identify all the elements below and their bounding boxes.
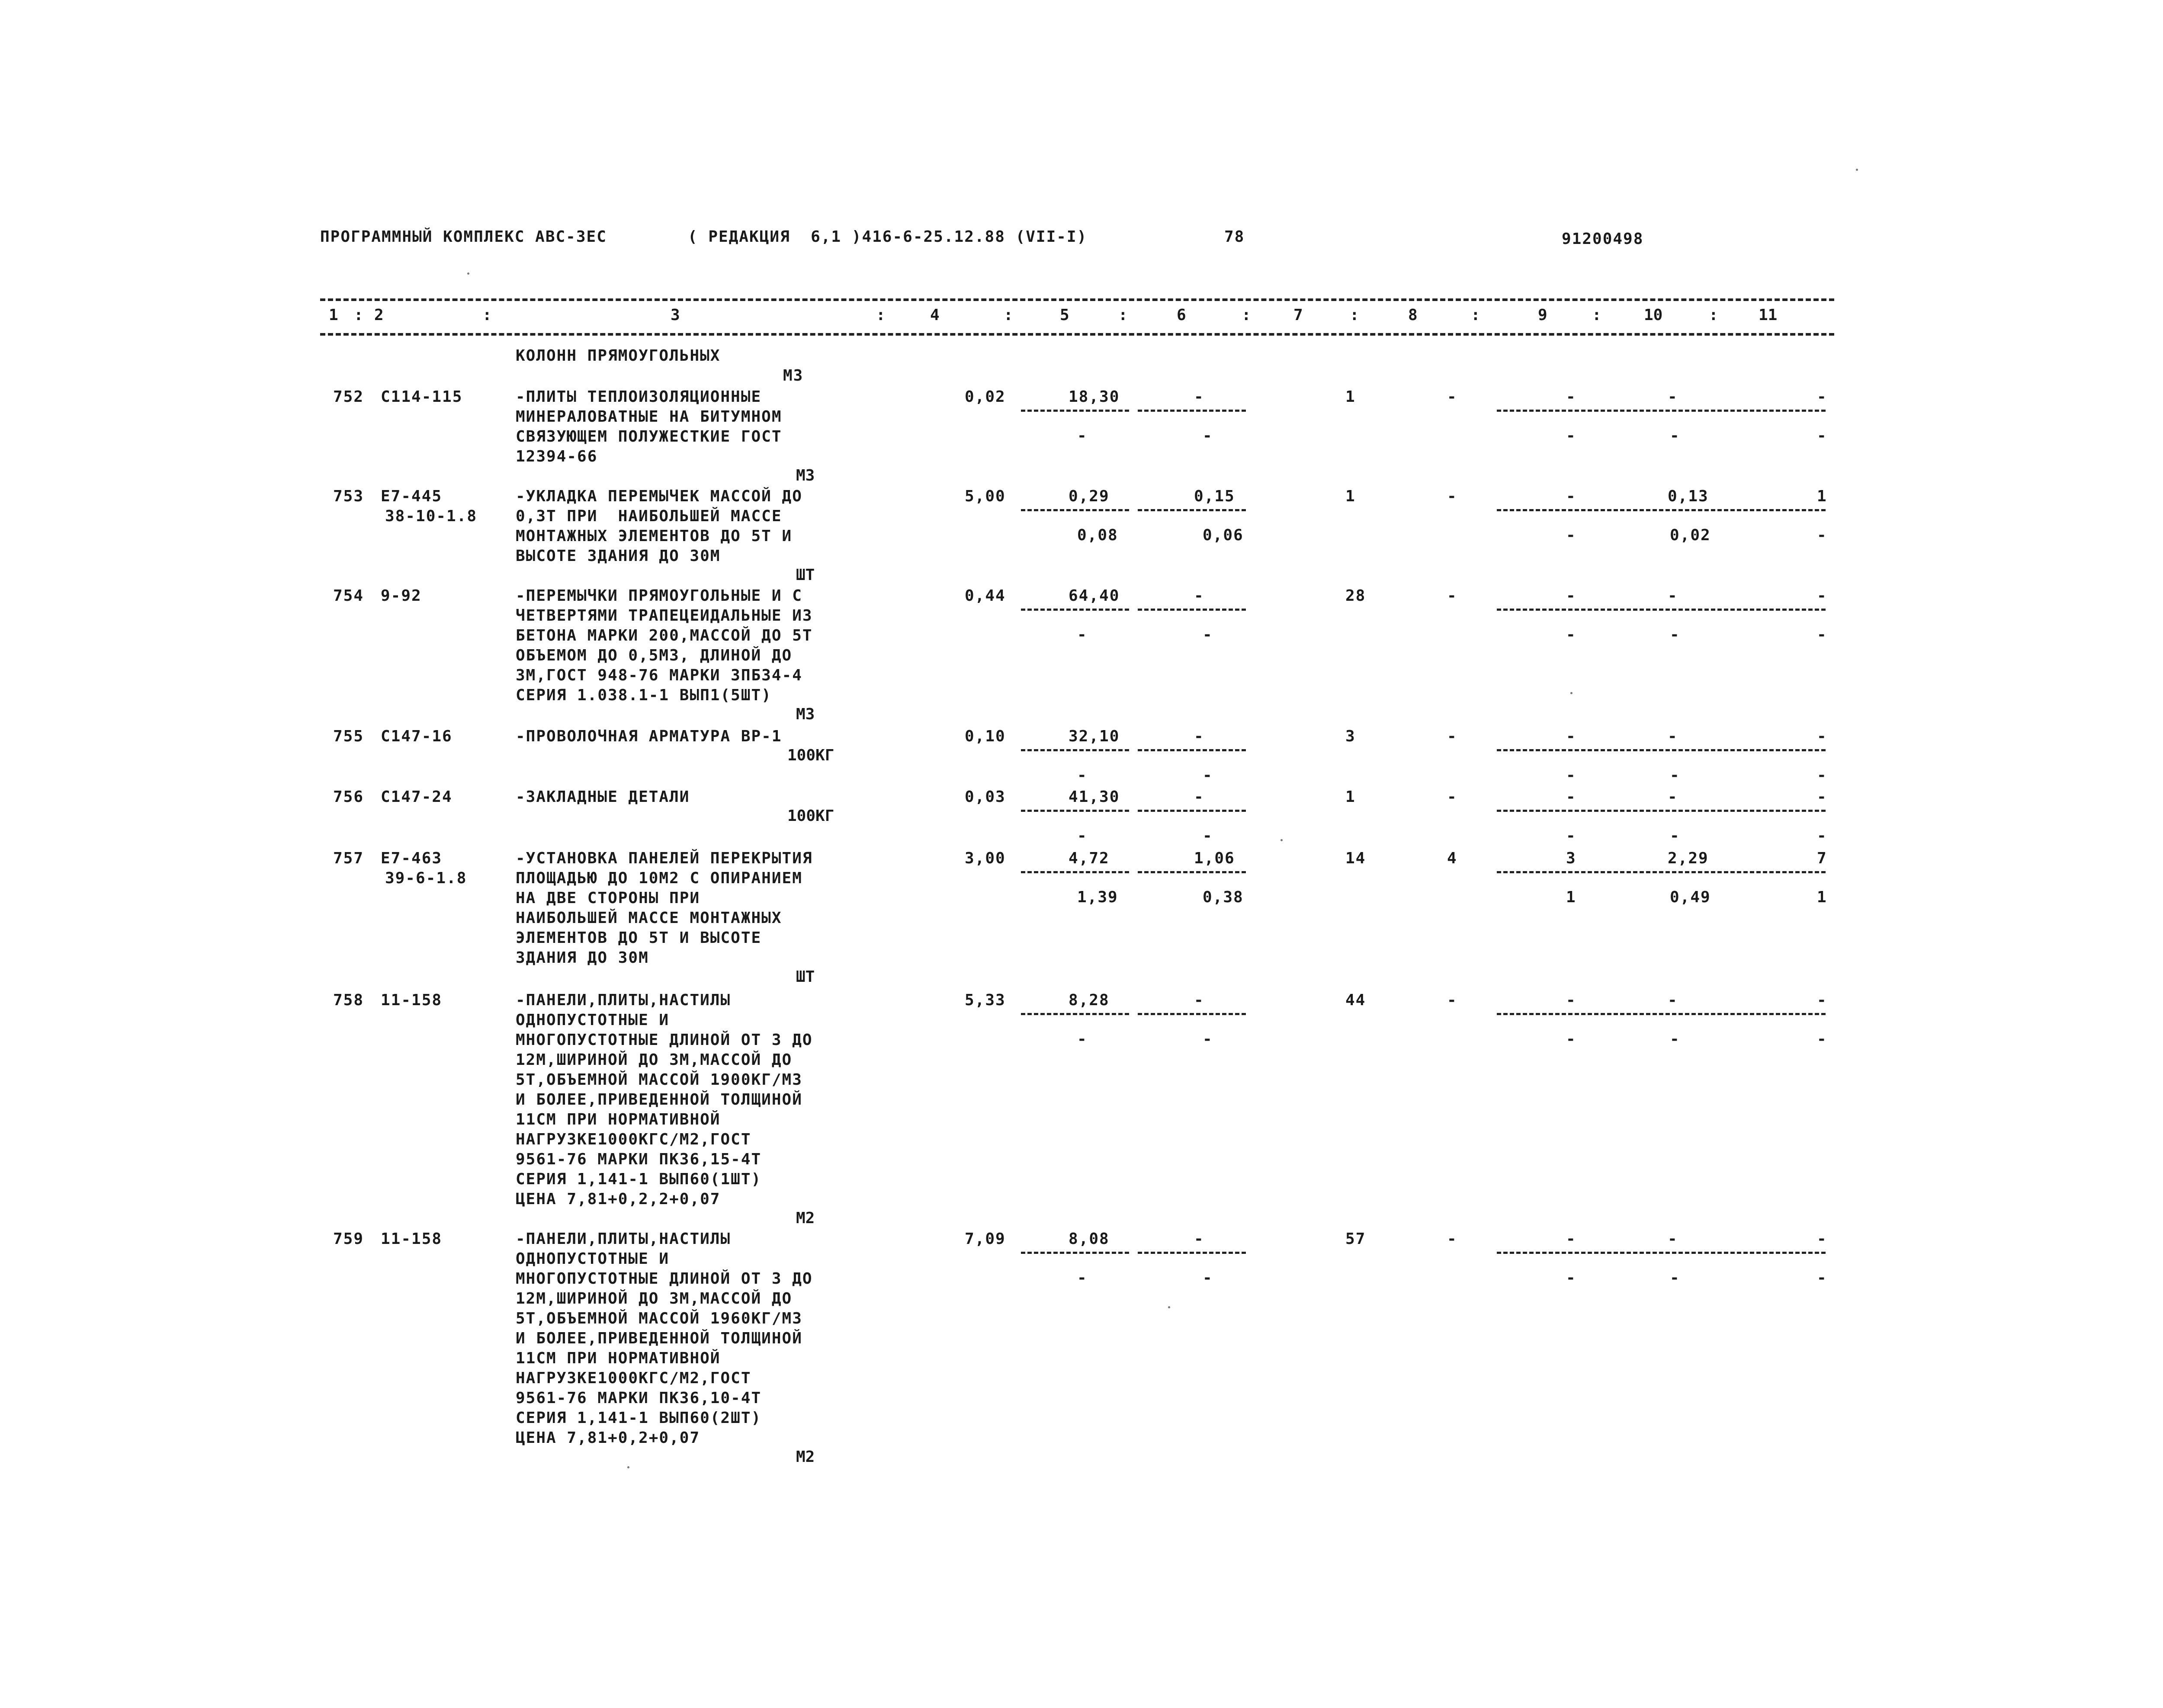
value-c9: - <box>1566 1230 1576 1248</box>
value-c10: - <box>1668 1230 1678 1248</box>
unit-of-measure: М2 <box>796 1448 815 1466</box>
value-b10: 0,49 <box>1670 888 1711 906</box>
value-c6: - <box>1194 1230 1204 1248</box>
unit-of-measure: М2 <box>796 1209 815 1227</box>
value-c11: - <box>1817 1230 1827 1248</box>
column-separator: : <box>1350 306 1359 324</box>
value-c6: 0,15 <box>1194 487 1235 505</box>
column-number: 5 <box>1060 306 1069 324</box>
value-c11: - <box>1817 587 1827 605</box>
value-c8: 4 <box>1447 849 1457 867</box>
value-c5: 0,29 <box>1069 487 1110 505</box>
value-c6: 1,06 <box>1194 849 1235 867</box>
value-c7: 1 <box>1345 788 1356 806</box>
column-number: 4 <box>930 306 940 324</box>
value-c10: - <box>1668 587 1678 605</box>
rate-code: Е7-445 <box>381 487 443 505</box>
rate-code: С114-115 <box>381 388 463 406</box>
value-c5: 8,28 <box>1069 991 1110 1009</box>
column-separator: : <box>1592 306 1601 324</box>
value-b5: 1,39 <box>1077 888 1118 906</box>
cost-underline <box>1021 509 1129 511</box>
scan-speck <box>1280 839 1283 841</box>
row-number: 752 <box>333 388 364 406</box>
value-b5: - <box>1077 427 1088 445</box>
cost-underline <box>1497 1252 1826 1254</box>
cost-underline <box>1497 749 1826 751</box>
unit-of-measure: М3 <box>796 467 815 484</box>
cost-underline <box>1138 410 1246 412</box>
value-c8: - <box>1447 991 1457 1009</box>
value-b6: - <box>1203 1030 1213 1048</box>
value-c7: 1 <box>1345 487 1356 505</box>
column-number: 11 <box>1759 306 1778 324</box>
value-c11: - <box>1817 727 1827 745</box>
value-c5: 4,72 <box>1069 849 1110 867</box>
rate-code: Е7-463 <box>381 849 443 867</box>
value-c6: - <box>1194 788 1204 806</box>
value-b5: - <box>1077 626 1088 644</box>
value-c6: - <box>1194 727 1204 745</box>
value-c9: - <box>1566 487 1576 505</box>
header-rule-bottom <box>320 333 1834 336</box>
value-c9: - <box>1566 587 1576 605</box>
value-b11: - <box>1817 1030 1827 1048</box>
column-separator: : <box>1118 306 1128 324</box>
value-b9: - <box>1566 526 1576 544</box>
value-c10: - <box>1668 388 1678 406</box>
continuation-unit: М3 <box>783 367 804 385</box>
value-b11: - <box>1817 526 1827 544</box>
value-b9: 1 <box>1566 888 1576 906</box>
value-b6: - <box>1203 1269 1213 1287</box>
unit-of-measure: М3 <box>796 705 815 723</box>
row-number: 755 <box>333 727 364 745</box>
row-number: 757 <box>333 849 364 867</box>
value-c8: - <box>1447 788 1457 806</box>
value-b11: - <box>1817 766 1827 784</box>
value-b9: - <box>1566 427 1576 445</box>
cost-underline <box>1021 749 1129 751</box>
work-description: -ЗАКЛАДНЫЕ ДЕТАЛИ <box>516 788 690 806</box>
value-b10: - <box>1670 1030 1680 1048</box>
cost-underline <box>1021 410 1129 412</box>
column-separator: : <box>354 306 363 324</box>
cost-underline <box>1497 871 1826 873</box>
cost-underline <box>1138 1252 1246 1254</box>
value-b10: - <box>1670 827 1680 845</box>
row-number: 754 <box>333 587 364 605</box>
document-code: 91200498 <box>1562 230 1644 248</box>
edition-label: ( РЕДАКЦИЯ 6,1 )416-6-25.12.88 (VII-I) <box>688 228 1088 246</box>
unit-of-measure: ШТ <box>796 968 815 986</box>
scan-speck <box>1570 692 1573 694</box>
cost-underline <box>1138 609 1246 611</box>
value-c9: - <box>1566 788 1576 806</box>
work-description: -ПЛИТЫ ТЕПЛОИЗОЛЯЦИОННЫЕ МИНЕРАЛОВАТНЫЕ НА БИТУМНОМ СВЯЗУЮЩЕМ ПОЛУЖЕСТКИЕ ГОСТ 12394-66 <box>516 388 782 465</box>
value-b10: - <box>1670 766 1680 784</box>
value-c4: 0,10 <box>965 727 1006 745</box>
value-c4: 0,03 <box>965 788 1006 806</box>
value-c6: - <box>1194 587 1204 605</box>
column-separator: : <box>482 306 492 324</box>
continuation-text: КОЛОНН ПРЯМОУГОЛЬНЫХ <box>516 347 721 365</box>
work-description: -ПАНЕЛИ,ПЛИТЫ,НАСТИЛЫ ОДНОПУСТОТНЫЕ И МНОГОПУСТОТНЫЕ ДЛИНОЙ ОТ 3 ДО 12М,ШИРИНОЙ ДО 3М,МАССОЙ ДО 5Т,ОБЪЕМНОЙ МАССОЙ 1900КГ/М3 И БОЛЕЕ,ПРИВЕДЕННОЙ ТОЛЩИНОЙ 11СМ ПРИ НОРМАТИВНОЙ НАГРУЗКЕ1000КГС/М2,ГОСТ 9561-76 МАРКИ ПК36,15-4Т СЕРИЯ 1,141-1 ВЫП60(1ШТ) ЦЕНА 7,81+0,2,2+0,07 <box>516 991 813 1208</box>
value-b11: - <box>1817 1269 1827 1287</box>
value-b6: - <box>1203 427 1213 445</box>
value-c10: - <box>1668 991 1678 1009</box>
cost-underline <box>1138 509 1246 511</box>
column-number: 7 <box>1293 306 1303 324</box>
rate-code: 9-92 <box>381 587 422 605</box>
cost-underline <box>1497 1013 1826 1015</box>
column-separator: : <box>1242 306 1251 324</box>
cost-underline <box>1021 609 1129 611</box>
unit-of-measure: 100КГ <box>787 807 834 825</box>
value-c11: 1 <box>1817 487 1827 505</box>
value-b9: - <box>1566 827 1576 845</box>
column-number: 3 <box>671 306 680 324</box>
scan-speck <box>1168 1306 1170 1308</box>
value-c7: 44 <box>1345 991 1366 1009</box>
value-b5: 0,08 <box>1077 526 1118 544</box>
value-c11: - <box>1817 991 1827 1009</box>
value-b9: - <box>1566 766 1576 784</box>
value-b10: 0,02 <box>1670 526 1711 544</box>
cost-underline <box>1021 810 1129 812</box>
value-c10: - <box>1668 788 1678 806</box>
value-c10: 0,13 <box>1668 487 1709 505</box>
value-c5: 8,08 <box>1069 1230 1110 1248</box>
header-rule-top <box>320 298 1834 301</box>
rate-code-sub: 39-6-1.8 <box>385 869 467 887</box>
row-number: 759 <box>333 1230 364 1248</box>
value-b11: - <box>1817 827 1827 845</box>
rate-code: 11-158 <box>381 991 443 1009</box>
value-c10: - <box>1668 727 1678 745</box>
value-c8: - <box>1447 388 1457 406</box>
value-c4: 5,33 <box>965 991 1006 1009</box>
value-c7: 57 <box>1345 1230 1366 1248</box>
value-c8: - <box>1447 727 1457 745</box>
value-c9: 3 <box>1566 849 1576 867</box>
column-separator: : <box>1004 306 1013 324</box>
cost-underline <box>1021 871 1129 873</box>
value-c7: 1 <box>1345 388 1356 406</box>
value-b9: - <box>1566 1269 1576 1287</box>
value-b6: 0,06 <box>1203 526 1244 544</box>
value-c7: 14 <box>1345 849 1366 867</box>
cost-underline <box>1497 609 1826 611</box>
cost-underline <box>1138 871 1246 873</box>
value-b10: - <box>1670 427 1680 445</box>
value-c4: 7,09 <box>965 1230 1006 1248</box>
value-c4: 3,00 <box>965 849 1006 867</box>
rate-code-sub: 38-10-1.8 <box>385 507 478 525</box>
column-number: 10 <box>1644 306 1663 324</box>
value-c11: - <box>1817 388 1827 406</box>
value-c8: - <box>1447 587 1457 605</box>
value-c5: 64,40 <box>1069 587 1120 605</box>
column-number: 9 <box>1538 306 1547 324</box>
rate-code: 11-158 <box>381 1230 443 1248</box>
value-c9: - <box>1566 727 1576 745</box>
value-c7: 28 <box>1345 587 1366 605</box>
page-number: 78 <box>1224 228 1245 246</box>
value-b6: - <box>1203 827 1213 845</box>
column-separator: : <box>1709 306 1718 324</box>
cost-underline <box>1497 810 1826 812</box>
value-b6: - <box>1203 766 1213 784</box>
work-description: -ПРОВОЛОЧНАЯ АРМАТУРА ВР-1 <box>516 727 782 745</box>
cost-underline <box>1021 1252 1129 1254</box>
rate-code: С147-16 <box>381 727 452 745</box>
work-description: -УСТАНОВКА ПАНЕЛЕЙ ПЕРЕКРЫТИЯ ПЛОЩАДЬЮ ДО 10М2 С ОПИРАНИЕМ НА ДВЕ СТОРОНЫ ПРИ НАИБОЛЬШЕЙ МАССЕ МОНТАЖНЫХ ЭЛЕМЕНТОВ ДО 5Т И ВЫСОТЕ ЗДАНИЯ ДО 30М <box>516 849 813 967</box>
value-c5: 32,10 <box>1069 727 1120 745</box>
value-b10: - <box>1670 1269 1680 1287</box>
value-b10: - <box>1670 626 1680 644</box>
value-c10: 2,29 <box>1668 849 1709 867</box>
row-number: 753 <box>333 487 364 505</box>
value-c11: - <box>1817 788 1827 806</box>
work-description: -ПЕРЕМЫЧКИ ПРЯМОУГОЛЬНЫЕ И С ЧЕТВЕРТЯМИ ТРАПЕЦЕИДАЛЬНЫЕ ИЗ БЕТОНА МАРКИ 200,МАССОЙ ДО 5Т ОБЪЕМОМ ДО 0,5М3, ДЛИНОЙ ДО 3М,ГОСТ 948-76 МАРКИ 3ПБ34-4 СЕРИЯ 1.038.1-1 ВЫП1(5ШТ) <box>516 587 813 704</box>
cost-underline <box>1138 749 1246 751</box>
row-number: 756 <box>333 788 364 806</box>
value-c8: - <box>1447 1230 1457 1248</box>
value-c4: 0,02 <box>965 388 1006 406</box>
scan-speck <box>467 272 469 275</box>
program-title: ПРОГРАММНЫЙ КОМПЛЕКС АВС-ЗЕС <box>320 228 607 246</box>
work-description: -УКЛАДКА ПЕРЕМЫЧЕК МАССОЙ ДО 0,3Т ПРИ НАИБОЛЬШЕЙ МАССЕ МОНТАЖНЫХ ЭЛЕМЕНТОВ ДО 5Т И ВЫСОТЕ ЗДАНИЯ ДО 30М <box>516 487 802 565</box>
value-c4: 5,00 <box>965 487 1006 505</box>
column-number: 1 <box>329 306 338 324</box>
value-b5: - <box>1077 766 1088 784</box>
value-c6: - <box>1194 991 1204 1009</box>
value-b5: - <box>1077 1030 1088 1048</box>
column-number: 8 <box>1408 306 1418 324</box>
column-number: 6 <box>1177 306 1186 324</box>
value-c11: 7 <box>1817 849 1827 867</box>
value-b11: - <box>1817 427 1827 445</box>
value-b9: - <box>1566 1030 1576 1048</box>
value-c7: 3 <box>1345 727 1356 745</box>
value-c9: - <box>1566 991 1576 1009</box>
rate-code: С147-24 <box>381 788 452 806</box>
value-b6: - <box>1203 626 1213 644</box>
value-b11: 1 <box>1817 888 1827 906</box>
value-c8: - <box>1447 487 1457 505</box>
work-description: -ПАНЕЛИ,ПЛИТЫ,НАСТИЛЫ ОДНОПУСТОТНЫЕ И МНОГОПУСТОТНЫЕ ДЛИНОЙ ОТ 3 ДО 12М,ШИРИНОЙ ДО 3М,МАССОЙ ДО 5Т,ОБЪЕМНОЙ МАССОЙ 1960КГ/М3 И БОЛЕЕ,ПРИВЕДЕННОЙ ТОЛЩИНОЙ 11СМ ПРИ НОРМАТИВНОЙ НАГРУЗКЕ1000КГС/М2,ГОСТ 9561-76 МАРКИ ПК36,10-4Т СЕРИЯ 1,141-1 ВЫП60(2ШТ) ЦЕНА 7,81+0,2+0,07 <box>516 1230 813 1447</box>
value-c6: - <box>1194 388 1204 406</box>
cost-underline <box>1138 810 1246 812</box>
value-c5: 18,30 <box>1069 388 1120 406</box>
value-b5: - <box>1077 1269 1088 1287</box>
cost-underline <box>1138 1013 1246 1015</box>
value-b5: - <box>1077 827 1088 845</box>
column-number: 2 <box>374 306 384 324</box>
column-separator: : <box>876 306 886 324</box>
unit-of-measure: ШТ <box>796 566 815 584</box>
cost-underline <box>1021 1013 1129 1015</box>
unit-of-measure: 100КГ <box>787 747 834 764</box>
value-b6: 0,38 <box>1203 888 1244 906</box>
value-c4: 0,44 <box>965 587 1006 605</box>
cost-underline <box>1497 509 1826 511</box>
value-c9: - <box>1566 388 1576 406</box>
column-separator: : <box>1471 306 1480 324</box>
row-number: 758 <box>333 991 364 1009</box>
value-c5: 41,30 <box>1069 788 1120 806</box>
cost-underline <box>1497 410 1826 412</box>
scan-speck <box>627 1466 629 1468</box>
value-b9: - <box>1566 626 1576 644</box>
value-b11: - <box>1817 626 1827 644</box>
scan-speck <box>1856 169 1858 171</box>
